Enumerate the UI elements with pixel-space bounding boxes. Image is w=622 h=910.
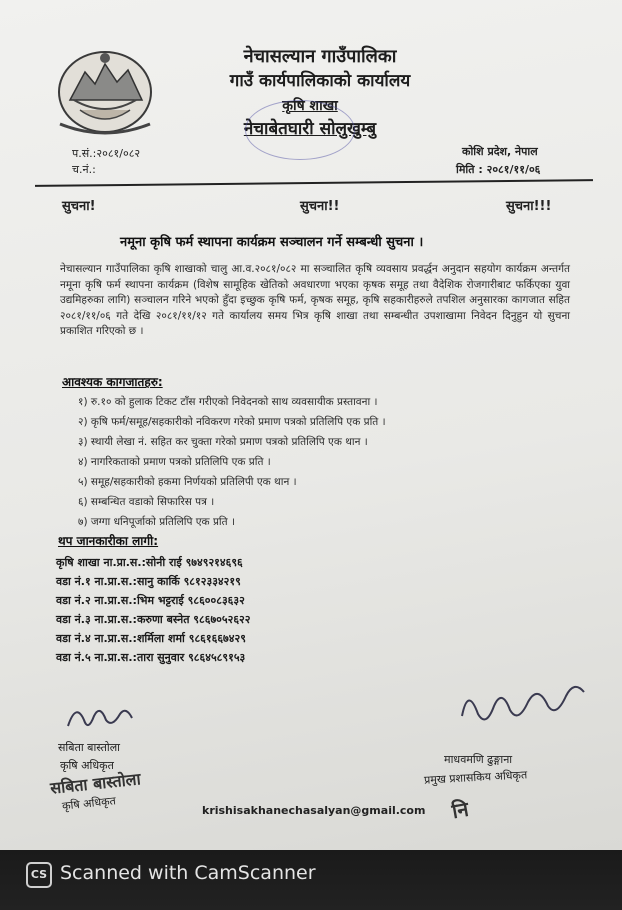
contact-item: वडा नं.४ ना.प्रा.स.:शर्मिला शर्मा ९८६१६६७४२९ — [56, 632, 246, 645]
contact-item: वडा नं.१ ना.प्रा.स.:सानु कार्कि ९८१२३३४२१९ — [56, 575, 241, 588]
province: कोशि प्रदेश, नेपाल — [462, 145, 538, 158]
right-signer-name: माधवमणि ढुङ्गाना — [444, 753, 513, 766]
contact-item: वडा नं.२ ना.प्रा.स.:भिम भट्टराई ९८६००८३६३२ — [56, 594, 245, 607]
office-name: गाउँ कार्यपालिकाको कार्यालय — [229, 71, 411, 91]
contacts-list — [56, 553, 376, 667]
contact-item: वडा नं.५ ना.प्रा.स.:तारा सुनुवार ९८६४५८९१५३ — [56, 651, 246, 664]
nepal-emblem-icon — [50, 40, 160, 138]
branch-name: कृषि शाखा — [282, 98, 338, 114]
requirement-item: २) कृषि फर्म/समूह/सहकारीको नविकरण गरेको प्रमाण पत्रको प्रतिलिपि एक प्रति । — [78, 416, 386, 428]
left-stamp-title: कृषि अधिकृत — [61, 794, 117, 813]
left-signature-icon — [62, 698, 142, 738]
notice-body: नेचासल्यान गाउँपालिका कृषि शाखाको चालु आ.व.२०८१/०८२ मा सञ्चालित कृषि व्यवसाय प्रवर्द्धन अनुदान सहयोग कार्यक्रम अन्तर्गत नमूना कृषि फर्म स्थापना कार्यक्रम (विशेष सामूहिक खेतिको अवधारणा भएका कृषक समूह तथा वैदेशिक रोजगारीबाट फर्किएका युवा उद्यमिहरुका लागि) सञ्चालन गरिने भएको हुँदा इच्छुक कृषि फर्म, कृषक समूह, कृषि सहकारीहरुले तपशिल अनुसारका कागजात सहित २०८१/११/०६ गते देखि २०८१/११/१२ गते कार्यालय समय भित्र कृषि शाखा तथा सम्बन्धीत उपशाखामा निवेदन दिनुहुन यो सुचना प्रकाशित गरिएको छ । — [60, 263, 570, 338]
requirement-item: ५) समूह/सहकारीको हकमा निर्णयको प्रतिलिपी एक थान । — [78, 476, 297, 488]
requirement-item: १) रु.१० को हुलाक टिकट टाँस गरीएको निवेदनको साथ व्यवसायीक प्रस्तावना । — [78, 396, 378, 408]
requirements-title: आवश्यक कागजातहरु: — [62, 375, 163, 389]
right-stamp-mark: नि — [450, 796, 471, 824]
camscanner-logo-icon: CS — [26, 862, 52, 888]
left-signer-name: सबिता बास्तोला — [58, 741, 121, 754]
right-signer-title: प्रमुख प्रशासकिय अधिकृत — [423, 768, 528, 787]
requirement-item: ६) सम्बन्धित वडाको सिफारिस पत्र । — [78, 496, 215, 508]
reference-number: प.सं.:२०८१/०८२ — [72, 147, 141, 160]
letter-date: मिति : २०८१/११/०६ — [456, 163, 541, 176]
contacts-title: थप जानकारीका लागी: — [58, 534, 159, 548]
office-stamp-icon — [245, 100, 355, 160]
contact-email: krishisakhanechasalyan@gmail.com — [202, 804, 426, 817]
right-signature-icon — [458, 676, 588, 736]
left-signer-title: कृषि अधिकृत — [60, 759, 114, 772]
dispatch-number: च.नं.: — [72, 163, 96, 176]
notice-label-center: सुचना!! — [300, 199, 340, 214]
scanner-watermark: Scanned with CamScanner — [60, 862, 316, 884]
municipality-name: नेचासल्यान गाउँपालिका — [243, 46, 397, 67]
notice-label-right: सुचना!!! — [506, 199, 552, 214]
header-divider — [35, 179, 593, 187]
requirement-item: ४) नागरिकताको प्रमाण पत्रको प्रतिलिपि एक प्रति । — [78, 456, 271, 468]
notice-subject: नमूना कृषि फर्म स्थापना कार्यक्रम सञ्चालन गर्ने सम्बन्धी सुचना । — [120, 235, 424, 250]
contact-item: कृषि शाखा ना.प्रा.स.:सोनी राई ९७४९२१४६९६ — [56, 556, 243, 569]
requirement-item: ३) स्थायी लेखा नं. सहित कर चुक्ता गरेको प्रमाण पत्रको प्रतिलिपि एक थान । — [78, 436, 368, 448]
left-name-stamp: सबिता बास्तोला — [49, 769, 142, 798]
requirement-item: ७) जग्गा धनिपूर्जाको प्रतिलिपि एक प्रति । — [78, 516, 235, 528]
notice-label-left: सुचना! — [62, 199, 96, 214]
office-location: नेचाबेतघारी सोलुखुम्बु — [243, 119, 377, 139]
contact-item: वडा नं.३ ना.प्रा.स.:करुणा बस्नेत ९८६७०५२६२२ — [56, 613, 251, 626]
requirements-list — [78, 392, 518, 532]
